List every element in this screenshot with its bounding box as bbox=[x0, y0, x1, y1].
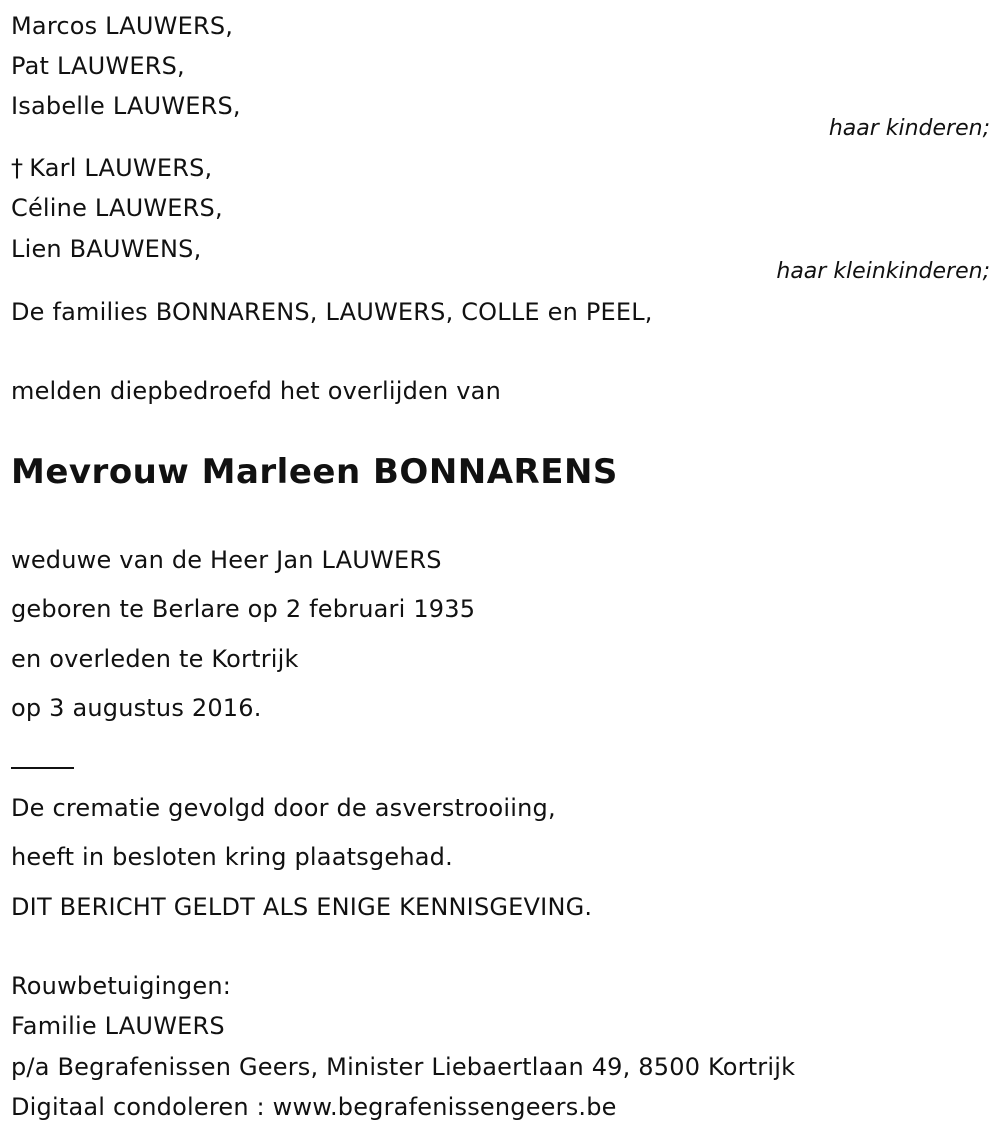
child-name: Marcos LAUWERS, bbox=[11, 12, 234, 40]
detail-line: en overleden te Kortrijk bbox=[11, 645, 299, 673]
ceremony-line: De crematie gevolgd door de asverstrooiing, bbox=[11, 794, 556, 822]
detail-line: geboren te Berlare op 2 februari 1935 bbox=[11, 595, 476, 623]
condolences-family: Familie LAUWERS bbox=[11, 1012, 225, 1040]
separator-rule bbox=[11, 767, 74, 769]
ceremony-line: heeft in besloten kring plaatsgehad. bbox=[11, 843, 453, 871]
grandchild-name: Céline LAUWERS, bbox=[11, 194, 223, 222]
condolences-address: p/a Begrafenissen Geers, Minister Liebaertlaan 49, 8500 Kortrijk bbox=[11, 1053, 796, 1081]
families-line: De families BONNARENS, LAUWERS, COLLE en PEEL, bbox=[11, 298, 653, 326]
child-name: Isabelle LAUWERS, bbox=[11, 92, 241, 120]
notice-line: DIT BERICHT GELDT ALS ENIGE KENNISGEVING. bbox=[11, 893, 593, 921]
cross-icon: † bbox=[11, 154, 24, 182]
children-role-label: haar kinderen; bbox=[828, 116, 990, 141]
detail-line: op 3 augustus 2016. bbox=[11, 694, 262, 722]
condolences-online: Digitaal condoleren : www.begrafenissengeers.be bbox=[11, 1093, 617, 1121]
announcement-line: melden diepbedroefd het overlijden van bbox=[11, 377, 501, 405]
detail-line: weduwe van de Heer Jan LAUWERS bbox=[11, 546, 442, 574]
deceased-name: Mevrouw Marleen BONNARENS bbox=[11, 452, 618, 492]
grandchild-name-deceased bbox=[11, 153, 212, 183]
grandchildren-role-label: haar kleinkinderen; bbox=[776, 259, 990, 284]
grandchild-name: Karl LAUWERS, bbox=[29, 154, 213, 182]
condolences-label: Rouwbetuigingen: bbox=[11, 972, 232, 1000]
child-name: Pat LAUWERS, bbox=[11, 52, 185, 80]
grandchild-name: Lien BAUWENS, bbox=[11, 235, 202, 263]
